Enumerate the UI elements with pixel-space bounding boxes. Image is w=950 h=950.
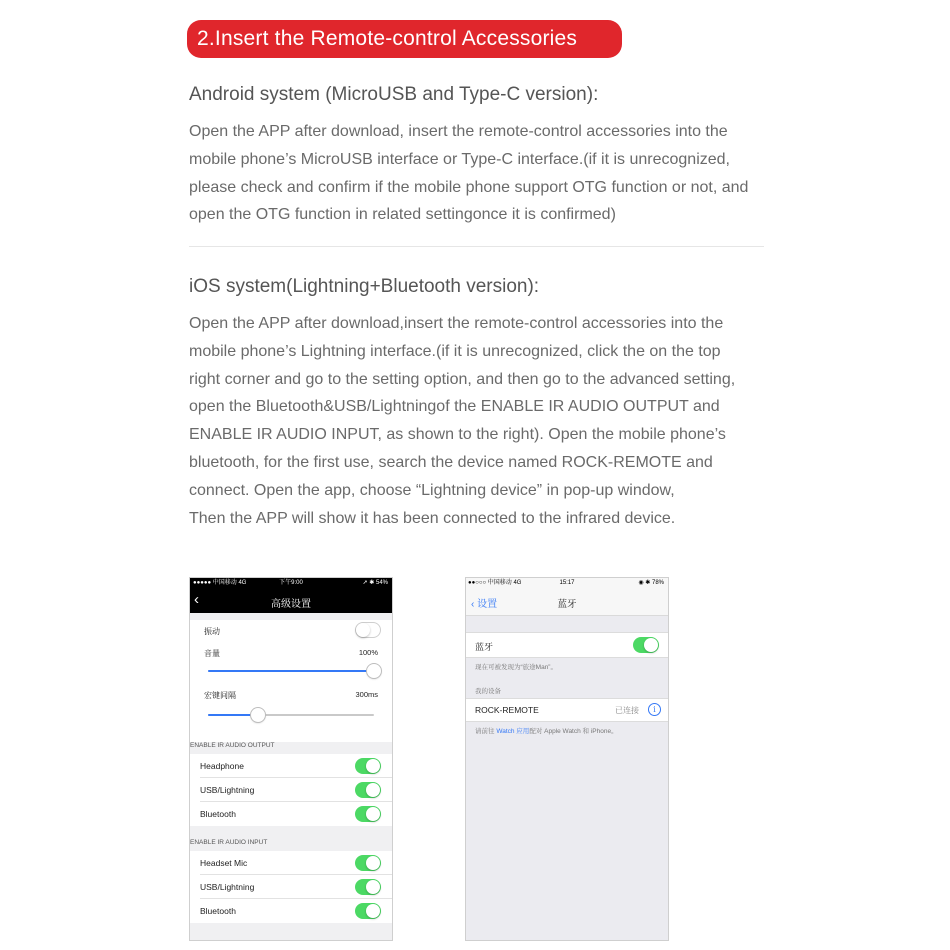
carrier-signal: ●●●●● 中国移动 4G: [193, 580, 247, 586]
divider: [189, 246, 764, 247]
section-title-banner: 2.Insert the Remote-control Accessories: [187, 20, 622, 58]
nav-bar: [466, 589, 668, 616]
status-bar: [466, 578, 668, 589]
battery-status: ◉ ✱ 78%: [638, 580, 664, 586]
android-line: Open the APP after download, insert the remote-control accessories into the: [189, 123, 728, 140]
output-section-header: ENABLE IR AUDIO OUTPUT: [190, 742, 275, 749]
bluetooth-master-toggle[interactable]: [633, 637, 659, 653]
usb-lightning-input-toggle[interactable]: [355, 879, 381, 895]
device-row-rock-remote[interactable]: [466, 698, 668, 722]
bluetooth-row[interactable]: [466, 632, 668, 658]
back-chevron-icon[interactable]: ‹: [194, 591, 199, 608]
android-line: open the OTG function in related settingonce it is confirmed): [189, 206, 616, 224]
volume-value: 100%: [358, 648, 378, 657]
macro-interval-label: 宏键间隔: [204, 691, 236, 700]
nav-bar: [190, 589, 392, 613]
volume-label: 音量: [204, 649, 220, 658]
android-line: please check and confirm if the mobile phone support OTG function or not, and: [189, 178, 749, 196]
row-label: Bluetooth: [200, 809, 236, 819]
back-to-settings-link[interactable]: ‹ 设置: [471, 599, 498, 610]
status-bar: [190, 578, 392, 589]
ios-line: connect. Open the app, choose “Lightning device” in pop-up window,: [189, 481, 675, 499]
nav-title: 蓝牙: [557, 599, 577, 610]
carrier-signal: ●●○○○ 中国移动 4G: [468, 580, 522, 586]
row-label: Headset Mic: [200, 858, 248, 868]
headset-mic-toggle[interactable]: [355, 855, 381, 871]
ios-heading: iOS system(Lightning+Bluetooth version):: [189, 276, 540, 297]
row-label: USB/Lightning: [200, 882, 255, 892]
vibrate-toggle[interactable]: [355, 622, 381, 638]
ios-line: ENABLE IR AUDIO INPUT, as shown to the right). Open the mobile phone’s: [189, 426, 726, 444]
output-row-bluetooth[interactable]: [190, 802, 392, 826]
bluetooth-toggle[interactable]: [355, 806, 381, 822]
macro-slider-knob[interactable]: [251, 708, 265, 722]
settings-group: [190, 620, 392, 742]
ios-line: open the Bluetooth&USB/Lightningof the ENABLE IR AUDIO OUTPUT and: [189, 398, 720, 416]
ios-line: bluetooth, for the first use, search the device named ROCK-REMOTE and: [189, 453, 713, 471]
android-line: mobile phone’s MicroUSB interface or Type-C interface.(if it is unrecognized,: [189, 150, 730, 168]
my-devices-header: 我的设备: [475, 688, 501, 695]
volume-slider-knob[interactable]: [367, 664, 381, 678]
input-row-usb-lightning[interactable]: [190, 875, 392, 899]
bluetooth-settings-screenshot: [465, 577, 669, 941]
discoverable-note: 现在可被发现为“旅途Man”。: [475, 664, 557, 671]
android-heading: Android system (MicroUSB and Type-C version):: [189, 84, 599, 105]
watch-note-suffix: 配对 Apple Watch 和 iPhone。: [529, 728, 618, 735]
row-label: USB/Lightning: [200, 785, 255, 795]
macro-interval-value: 300ms: [355, 690, 378, 699]
watch-pairing-note: [475, 726, 618, 735]
status-time: 下午9:00: [279, 580, 303, 586]
bluetooth-input-toggle[interactable]: [355, 903, 381, 919]
ios-line: Then the APP will show it has been connected to the infrared device.: [189, 509, 676, 527]
input-row-headset-mic[interactable]: [190, 851, 392, 875]
device-name: ROCK-REMOTE: [475, 705, 539, 715]
ios-paragraph: [189, 310, 809, 532]
vibrate-label: 振动: [204, 627, 220, 636]
usb-lightning-toggle[interactable]: [355, 782, 381, 798]
input-row-bluetooth[interactable]: [190, 899, 392, 923]
ios-line: Open the APP after download,insert the remote-control accessories into the: [189, 315, 724, 332]
status-time: 15:17: [559, 580, 575, 586]
output-row-usb-lightning[interactable]: [190, 778, 392, 802]
row-label: Headphone: [200, 761, 244, 771]
watch-app-link[interactable]: Watch 应用: [496, 728, 530, 735]
ios-line: mobile phone’s Lightning interface.(if it is unrecognized, click the on the top: [189, 342, 721, 360]
nav-title: 高级设置: [271, 599, 311, 610]
headphone-toggle[interactable]: [355, 758, 381, 774]
battery-status: ➚ ✱ 54%: [362, 580, 388, 586]
input-section-header: ENABLE IR AUDIO INPUT: [190, 839, 268, 846]
bluetooth-label: 蓝牙: [475, 642, 494, 652]
output-row-headphone[interactable]: [190, 754, 392, 778]
watch-note-prefix: 请前往: [475, 728, 497, 735]
ios-line: right corner and go to the setting option, and then go to the advanced setting,: [189, 370, 736, 388]
android-paragraph: [189, 118, 809, 229]
row-label: Bluetooth: [200, 906, 236, 916]
volume-slider-fill: [208, 670, 374, 672]
device-connection-status: 已连接: [615, 706, 639, 715]
app-settings-screenshot: [189, 577, 393, 941]
info-icon[interactable]: i: [648, 703, 661, 716]
